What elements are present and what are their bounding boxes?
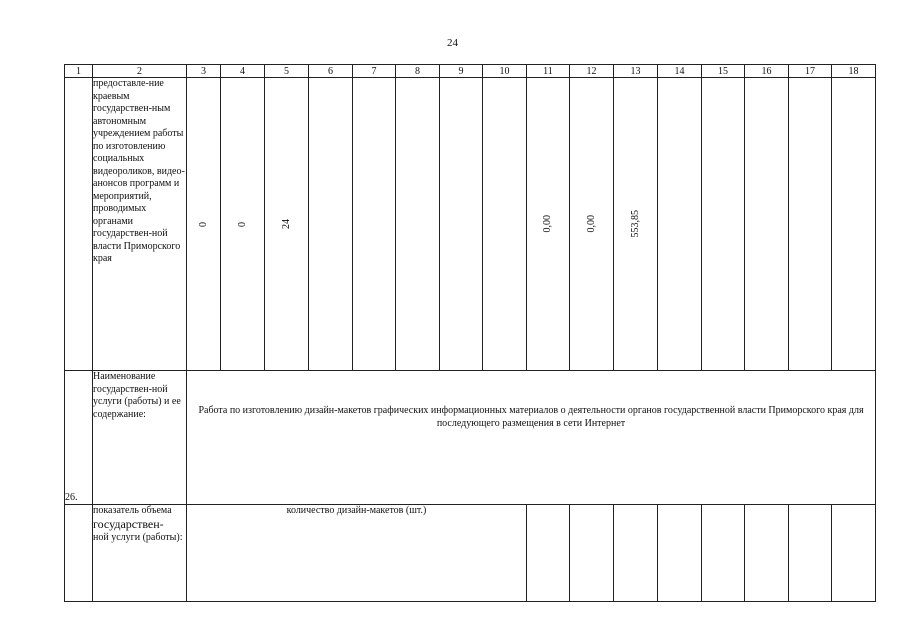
volume-indicator-label [93, 505, 187, 602]
row3-col15 [702, 505, 745, 602]
volume-indicator-label-part1: показатель объема [93, 505, 172, 516]
row3-col11 [527, 505, 570, 602]
header-cell-18: 18 [832, 65, 876, 78]
page-number: 24 [447, 37, 458, 49]
header-cell-16: 16 [745, 65, 789, 78]
row1-col5-value: 24 [280, 219, 292, 229]
row3-col1 [65, 505, 93, 602]
row3-col14 [658, 505, 702, 602]
volume-indicator-label-part3: ной услуги (работы): [93, 532, 183, 543]
row1-col7 [353, 78, 396, 371]
row1-col12 [570, 78, 614, 371]
row1-col1 [65, 78, 93, 371]
row1-description: предоставле-ние краевым государствен-ным автономным учреждением работы по изготовлению социальных видеороликов, видео-анонсов программ и мероприятий, проводимых органами государствен-ной власти Приморского края [93, 78, 187, 371]
row1-col13-value: 553,85 [629, 210, 641, 238]
header-cell-8: 8 [396, 65, 440, 78]
header-cell-11: 11 [527, 65, 570, 78]
header-cell-2: 2 [93, 65, 187, 78]
service-description: Работа по изготовлению дизайн-макетов графических информационных материалов о деятельности органов государственной власти Приморского края для последующего размещения в сети Интернет [187, 371, 876, 505]
header-cell-17: 17 [789, 65, 832, 78]
header-cell-3: 3 [187, 65, 221, 78]
table-row [65, 371, 876, 505]
row1-col5 [265, 78, 309, 371]
header-cell-12: 12 [570, 65, 614, 78]
header-row [65, 65, 876, 78]
header-cell-14: 14 [658, 65, 702, 78]
row3-col13 [614, 505, 658, 602]
row3-col18 [832, 505, 876, 602]
row3-col16 [745, 505, 789, 602]
row1-col18 [832, 78, 876, 371]
row1-col4 [221, 78, 265, 371]
row1-col11 [527, 78, 570, 371]
service-name-label: Наименование государствен-ной услуги (работы) и ее содержание: [93, 371, 187, 505]
row1-col10 [483, 78, 527, 371]
row1-col17 [789, 78, 832, 371]
header-cell-10: 10 [483, 65, 527, 78]
header-cell-4: 4 [221, 65, 265, 78]
row1-col16 [745, 78, 789, 371]
row1-col8 [396, 78, 440, 371]
header-cell-15: 15 [702, 65, 745, 78]
row1-col6 [309, 78, 353, 371]
row1-col3 [187, 78, 221, 371]
row1-col4-value: 0 [236, 221, 248, 227]
row1-col11-value: 0,00 [542, 215, 553, 233]
row3-col12 [570, 505, 614, 602]
header-cell-13: 13 [614, 65, 658, 78]
volume-indicator-label-part2: государствен- [93, 516, 164, 531]
header-cell-7: 7 [353, 65, 396, 78]
table-row [65, 505, 876, 602]
header-cell-6: 6 [309, 65, 353, 78]
row-number: 26. [65, 371, 93, 505]
table-row [65, 78, 876, 371]
row3-col17 [789, 505, 832, 602]
unit-of-measure: количество дизайн-макетов (шт.) [187, 505, 527, 602]
header-cell-1: 1 [65, 65, 93, 78]
row1-col14 [658, 78, 702, 371]
row1-col12-value: 0,00 [585, 215, 597, 233]
row1-col15 [702, 78, 745, 371]
row1-col13 [614, 78, 658, 371]
data-table [64, 64, 876, 602]
row1-col3-value: 0 [197, 221, 209, 227]
header-cell-9: 9 [440, 65, 483, 78]
header-cell-5: 5 [265, 65, 309, 78]
row1-col9 [440, 78, 483, 371]
